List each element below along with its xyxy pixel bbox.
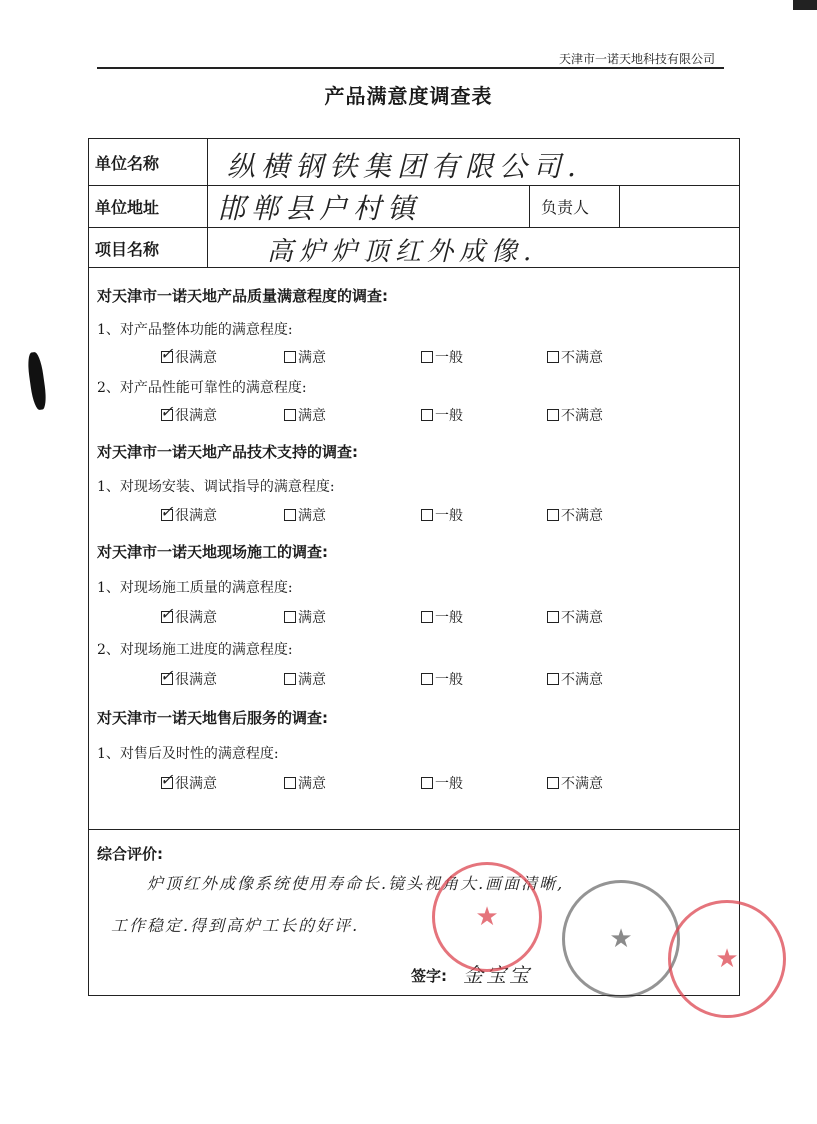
option-very-satisfied[interactable]: ✓ 很满意 (160, 502, 217, 524)
checkmark-icon: ✓ (160, 344, 174, 363)
summary-comment-line1[interactable]: 炉顶红外成像系统使用寿命长.镜头视角大.画面清晰, (147, 874, 565, 893)
unit-address-label: 单位地址 (95, 198, 160, 217)
checkbox[interactable] (284, 409, 296, 421)
option-unsatisfied[interactable]: 不满意 (547, 669, 603, 689)
checkbox[interactable] (547, 611, 559, 623)
checkbox[interactable] (421, 611, 433, 623)
section-title: 对天津市一诺天地售后服务的调查: (97, 709, 329, 727)
checkbox[interactable] (421, 409, 433, 421)
question-text: 1、对售后及时性的满意程度: (97, 746, 279, 762)
unit-name-label: 单位名称 (95, 154, 160, 173)
option-average[interactable]: 一般 (421, 347, 463, 367)
section-title: 对天津市一诺天地现场施工的调查: (97, 543, 329, 561)
stamp-seal (668, 900, 786, 1018)
project-value[interactable]: 高炉炉顶红外成像. (267, 237, 538, 267)
star-icon: ★ (715, 944, 739, 974)
question-text: 2、对产品性能可靠性的满意程度: (97, 380, 307, 396)
option-very-satisfied[interactable]: ✓ 很满意 (160, 666, 217, 688)
summary-comment-line2[interactable]: 工作稳定.得到高炉工长的好评. (111, 916, 360, 935)
unit-address-value[interactable]: 邯郸县户村镇 (217, 192, 422, 225)
checkbox[interactable] (160, 666, 174, 685)
checkmark-icon: ✓ (160, 502, 174, 521)
sign-label: 签字: (411, 967, 447, 985)
option-satisfied[interactable]: 满意 (284, 347, 326, 367)
scan-edge-mark (793, 0, 817, 10)
option-satisfied[interactable]: 满意 (284, 505, 326, 525)
checkmark-icon: ✓ (160, 666, 174, 685)
option-average[interactable]: 一般 (421, 773, 463, 793)
option-very-satisfied[interactable]: ✓ 很满意 (160, 770, 217, 792)
checkbox[interactable] (421, 673, 433, 685)
section-title: 对天津市一诺天地产品质量满意程度的调查: (97, 287, 389, 305)
question-text: 2、对现场施工进度的满意程度: (97, 642, 293, 658)
checkbox[interactable] (547, 673, 559, 685)
checkbox[interactable] (160, 502, 174, 521)
company-name: 天津市一诺天地科技有限公司 (559, 52, 716, 66)
option-satisfied[interactable]: 满意 (284, 607, 326, 627)
scan-smudge (26, 351, 48, 410)
question-text: 1、对现场施工质量的满意程度: (97, 580, 293, 596)
checkbox[interactable] (421, 351, 433, 363)
unit-name-value[interactable]: 纵横钢铁集团有限公司. (227, 150, 582, 183)
option-satisfied[interactable]: 满意 (284, 405, 326, 425)
checkmark-icon: ✓ (160, 402, 174, 421)
stamp-seal (432, 862, 542, 972)
project-label: 项目名称 (95, 240, 160, 259)
checkbox[interactable] (547, 777, 559, 789)
option-unsatisfied[interactable]: 不满意 (547, 773, 603, 793)
option-very-satisfied[interactable]: ✓ 很满意 (160, 344, 217, 366)
checkbox[interactable] (160, 604, 174, 623)
option-satisfied[interactable]: 满意 (284, 669, 326, 689)
option-unsatisfied[interactable]: 不满意 (547, 405, 603, 425)
checkbox[interactable] (421, 509, 433, 521)
checkmark-icon: ✓ (160, 604, 174, 623)
checkmark-icon: ✓ (160, 770, 174, 789)
checkbox[interactable] (284, 509, 296, 521)
survey-form (88, 138, 740, 996)
option-unsatisfied[interactable]: 不满意 (547, 347, 603, 367)
person-label: 负责人 (541, 198, 590, 217)
question-text: 1、对产品整体功能的满意程度: (97, 322, 293, 338)
checkbox[interactable] (421, 777, 433, 789)
option-average[interactable]: 一般 (421, 607, 463, 627)
option-unsatisfied[interactable]: 不满意 (547, 505, 603, 525)
checkbox[interactable] (160, 770, 174, 789)
checkbox[interactable] (547, 409, 559, 421)
project-row (89, 227, 739, 268)
summary-label: 综合评价: (97, 845, 163, 863)
header-rule (97, 67, 724, 69)
checkbox[interactable] (547, 351, 559, 363)
unit-address-row (89, 185, 739, 228)
option-very-satisfied[interactable]: ✓ 很满意 (160, 402, 217, 424)
option-very-satisfied[interactable]: ✓ 很满意 (160, 604, 217, 626)
checkbox[interactable] (160, 344, 174, 363)
question-text: 1、对现场安装、调试指导的满意程度: (97, 479, 335, 495)
signature[interactable]: 金宝宝 (463, 963, 532, 987)
option-average[interactable]: 一般 (421, 505, 463, 525)
unit-name-row (89, 139, 739, 186)
checkbox[interactable] (284, 673, 296, 685)
option-average[interactable]: 一般 (421, 669, 463, 689)
checkbox[interactable] (284, 611, 296, 623)
star-icon: ★ (475, 902, 499, 932)
checkbox[interactable] (160, 402, 174, 421)
option-satisfied[interactable]: 满意 (284, 773, 326, 793)
star-icon: ★ (609, 924, 633, 954)
section-title: 对天津市一诺天地产品技术支持的调查: (97, 443, 359, 461)
checkbox[interactable] (284, 351, 296, 363)
page-title: 产品满意度调查表 (324, 84, 493, 108)
checkbox[interactable] (284, 777, 296, 789)
stamp-seal (562, 880, 680, 998)
option-unsatisfied[interactable]: 不满意 (547, 607, 603, 627)
checkbox[interactable] (547, 509, 559, 521)
option-average[interactable]: 一般 (421, 405, 463, 425)
